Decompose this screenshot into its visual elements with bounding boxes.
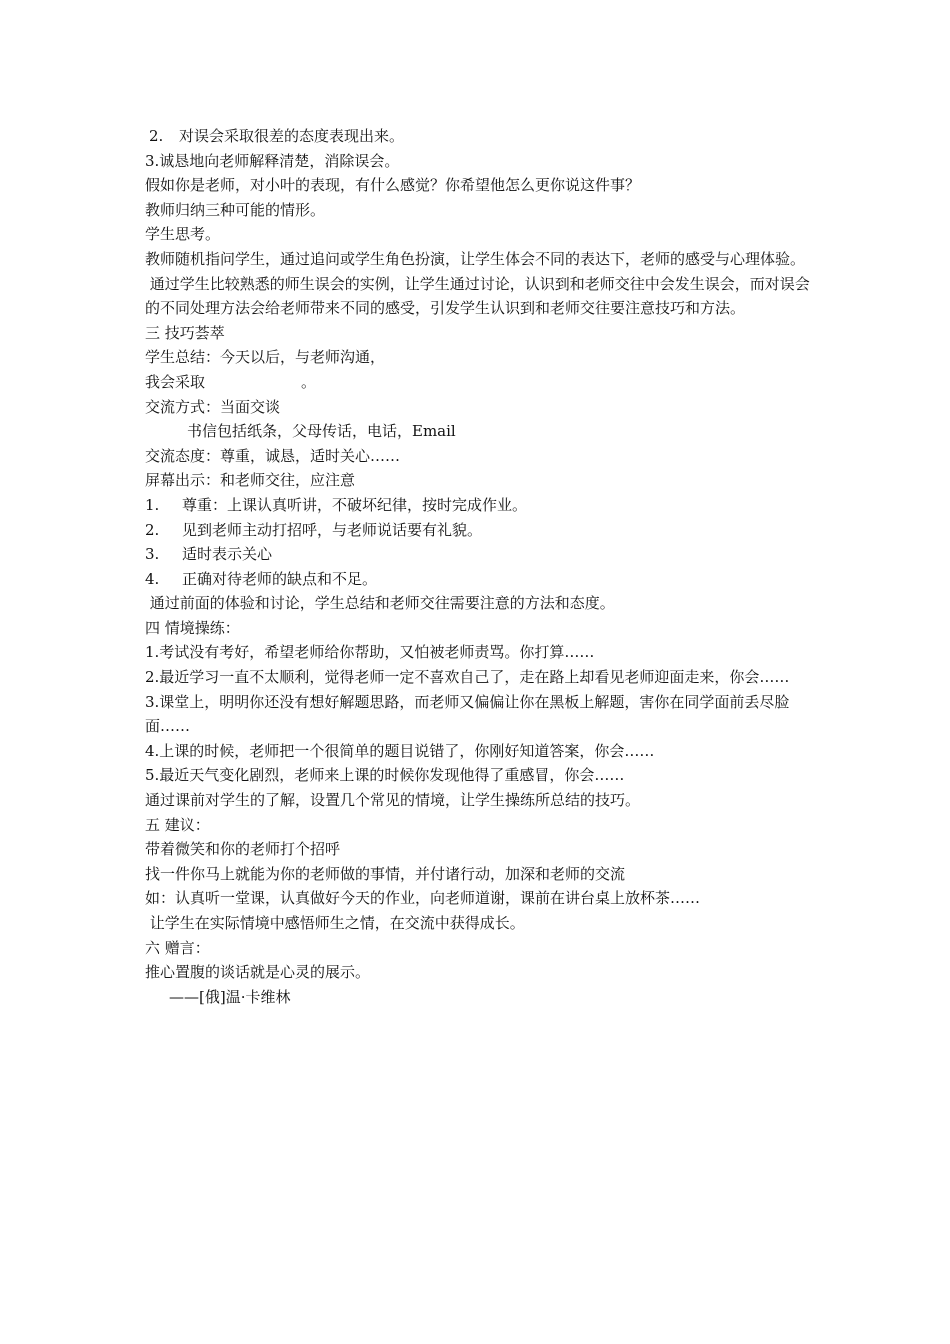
document-page <box>145 124 810 1009</box>
paragraph: 如：认真听一堂课，认真做好今天的作业，向老师道谢，课前在讲台桌上放杯茶…… <box>145 889 701 908</box>
section-heading-4: 四 情境操练： <box>145 618 240 637</box>
paragraph: 交流方式：当面交谈 <box>145 397 281 416</box>
paragraph: 5.最近天气变化剧烈，老师来上课的时候你发现他得了重感冒，你会…… <box>145 766 625 785</box>
list-item-tip-1 <box>145 493 810 518</box>
paragraph: 交流态度：尊重，诚恳，适时关心…… <box>145 446 401 465</box>
list-number: 2. <box>145 520 160 539</box>
list-text: 对误会采取很差的态度表现出来。 <box>179 127 405 145</box>
paragraph: 3.诚恳地向老师解释清楚，消除误会。 <box>145 151 400 170</box>
paragraph: 假如你是老师，对小叶的表现，有什么感觉？你希望他怎么更你说这件事？ <box>145 176 641 195</box>
list-item-tip-3 <box>145 542 810 567</box>
paragraph: 教师归纳三种可能的情形。 <box>145 200 326 219</box>
list-item-tip-4 <box>145 567 810 592</box>
paragraph: 2.最近学习一直不太顺利，觉得老师一定不喜欢自己了，走在路上却看见老师迎面走来，你会…… <box>145 668 790 687</box>
paragraph-indented: 书信包括纸条，父母传话，电话，Email <box>187 422 456 441</box>
quote-text: 推心置腹的谈话就是心灵的展示。 <box>145 963 371 982</box>
paragraph: 找一件你马上就能为你的老师做的事情，并付诸行动，加深和老师的交流 <box>145 864 626 883</box>
quote-attribution: ——[俄]温·卡维林 <box>169 987 291 1006</box>
list-text: 见到老师主动打招呼，与老师说话要有礼貌。 <box>182 520 483 539</box>
list-text: 正确对待老师的缺点和不足。 <box>182 569 378 588</box>
list-number: 3. <box>145 545 160 564</box>
section-heading-6: 六 赠言： <box>145 938 210 957</box>
list-item-tip-2 <box>145 518 810 543</box>
paragraph: 3.课堂上，明明你还没有想好解题思路，而老师又偏偏让你在黑板上解题，害你在同学面前丢尽脸面…… <box>145 692 790 736</box>
list-number: 2. <box>149 127 164 145</box>
paragraph: 学生思考。 <box>145 225 221 244</box>
list-number: 4. <box>145 569 160 588</box>
section-heading-3: 三 技巧荟萃 <box>145 323 225 342</box>
paragraph: 带着微笑和你的老师打个招呼 <box>145 840 341 859</box>
fill-in-prefix: 我会采取 <box>145 372 206 391</box>
fill-in-line <box>145 370 810 395</box>
paragraph: 屏幕出示：和老师交往，应注意 <box>145 471 356 490</box>
paragraph: 教师随机指问学生，通过追问或学生角色扮演，让学生体会不同的表达下，老师的感受与心理体验。 <box>145 249 806 268</box>
list-text: 尊重：上课认真听讲，不破坏纪律，按时完成作业。 <box>182 495 528 514</box>
paragraph: 通过课前对学生的了解，设置几个常见的情境，让学生操练所总结的技巧。 <box>145 791 641 810</box>
paragraph: 学生总结：今天以后，与老师沟通， <box>145 348 386 367</box>
paragraph: 通过学生比较熟悉的师生误会的实例，让学生通过讨论，认识到和老师交往中会发生误会，而对误会的不同处理方法会给老师带来不同的感受，引发学生认识到和老师交往要注意技巧和方法。 <box>145 274 810 318</box>
list-number: 1. <box>145 495 160 514</box>
fill-in-suffix: 。 <box>301 372 317 391</box>
paragraph: 让学生在实际情境中感悟师生之情，在交流中获得成长。 <box>145 914 525 932</box>
list-text: 适时表示关心 <box>182 545 273 564</box>
list-item-misunderstanding-2 <box>145 124 810 149</box>
paragraph: 1.考试没有考好，希望老师给你帮助，又怕被老师责骂。你打算…… <box>145 643 595 662</box>
section-heading-5: 五 建议： <box>145 815 210 834</box>
paragraph: 4.上课的时候，老师把一个很简单的题目说错了，你刚好知道答案，你会…… <box>145 741 655 760</box>
paragraph: 通过前面的体验和讨论，学生总结和老师交往需要注意的方法和态度。 <box>145 594 615 613</box>
